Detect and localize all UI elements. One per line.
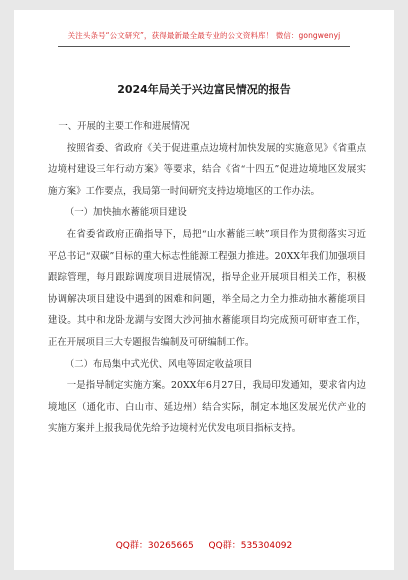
document-body [48,116,366,440]
subsection-paragraph-1: 在省委省政府正确指导下，局把“山水蓄能三峡”项目作为贯彻落实习近平总书记“双碳”目标的重大标志性能源工程强力推进。20XX年我们加强项目跟踪管理，每月跟踪调度项目进展情况，指导企业开展项目相关工作，积极协调解决项目建设中遇到的困难和问题，举全局之力全力推动抽水蓄能项目建设。其中和龙卧龙湖与安图大沙河抽水蓄能项目均完成预可研审查工作，正在开展项目三大专题报告编制及可研编制工作。 [48,228,366,348]
subsection-paragraph-2: 一是指导制定实施方案。20XX年6月27日，我局印发通知，要求省内边境地区（通化市、白山市、延边州）结合实际，制定本地区发展光伏产业的实施方案并上报我局优先给予边境村光伏发电项目指标支持。 [48,380,366,435]
intro-paragraph: 按照省委、省政府《关于促进重点边境村加快发展的实施意见》《省重点边境村建设三年行动方案》等要求，结合《省“十四五”促进边境地区发展实施方案》工作要点，我局第一时间研究支持边境地区的工作办法。 [48,142,366,197]
subsection-heading-1: （一）加快抽水蓄能项目建设 [64,207,187,219]
header-promo-note: 关注头条号“公文研究”，获得最新最全最专业的公文资料库！ 微信：gongwenyj [67,31,341,40]
document-title: 2024年局关于兴边富民情况的报告 [117,83,291,96]
subsection-heading-2: （二）布局集中式光伏、风电等固定收益项目 [64,358,253,370]
footer-qq-groups: QQ群：30265665 QQ群：535304092 [115,541,293,551]
header-divider [58,46,350,47]
section-heading-1: 一、开展的主要工作和进展情况 [58,121,190,132]
document-page [14,10,394,570]
